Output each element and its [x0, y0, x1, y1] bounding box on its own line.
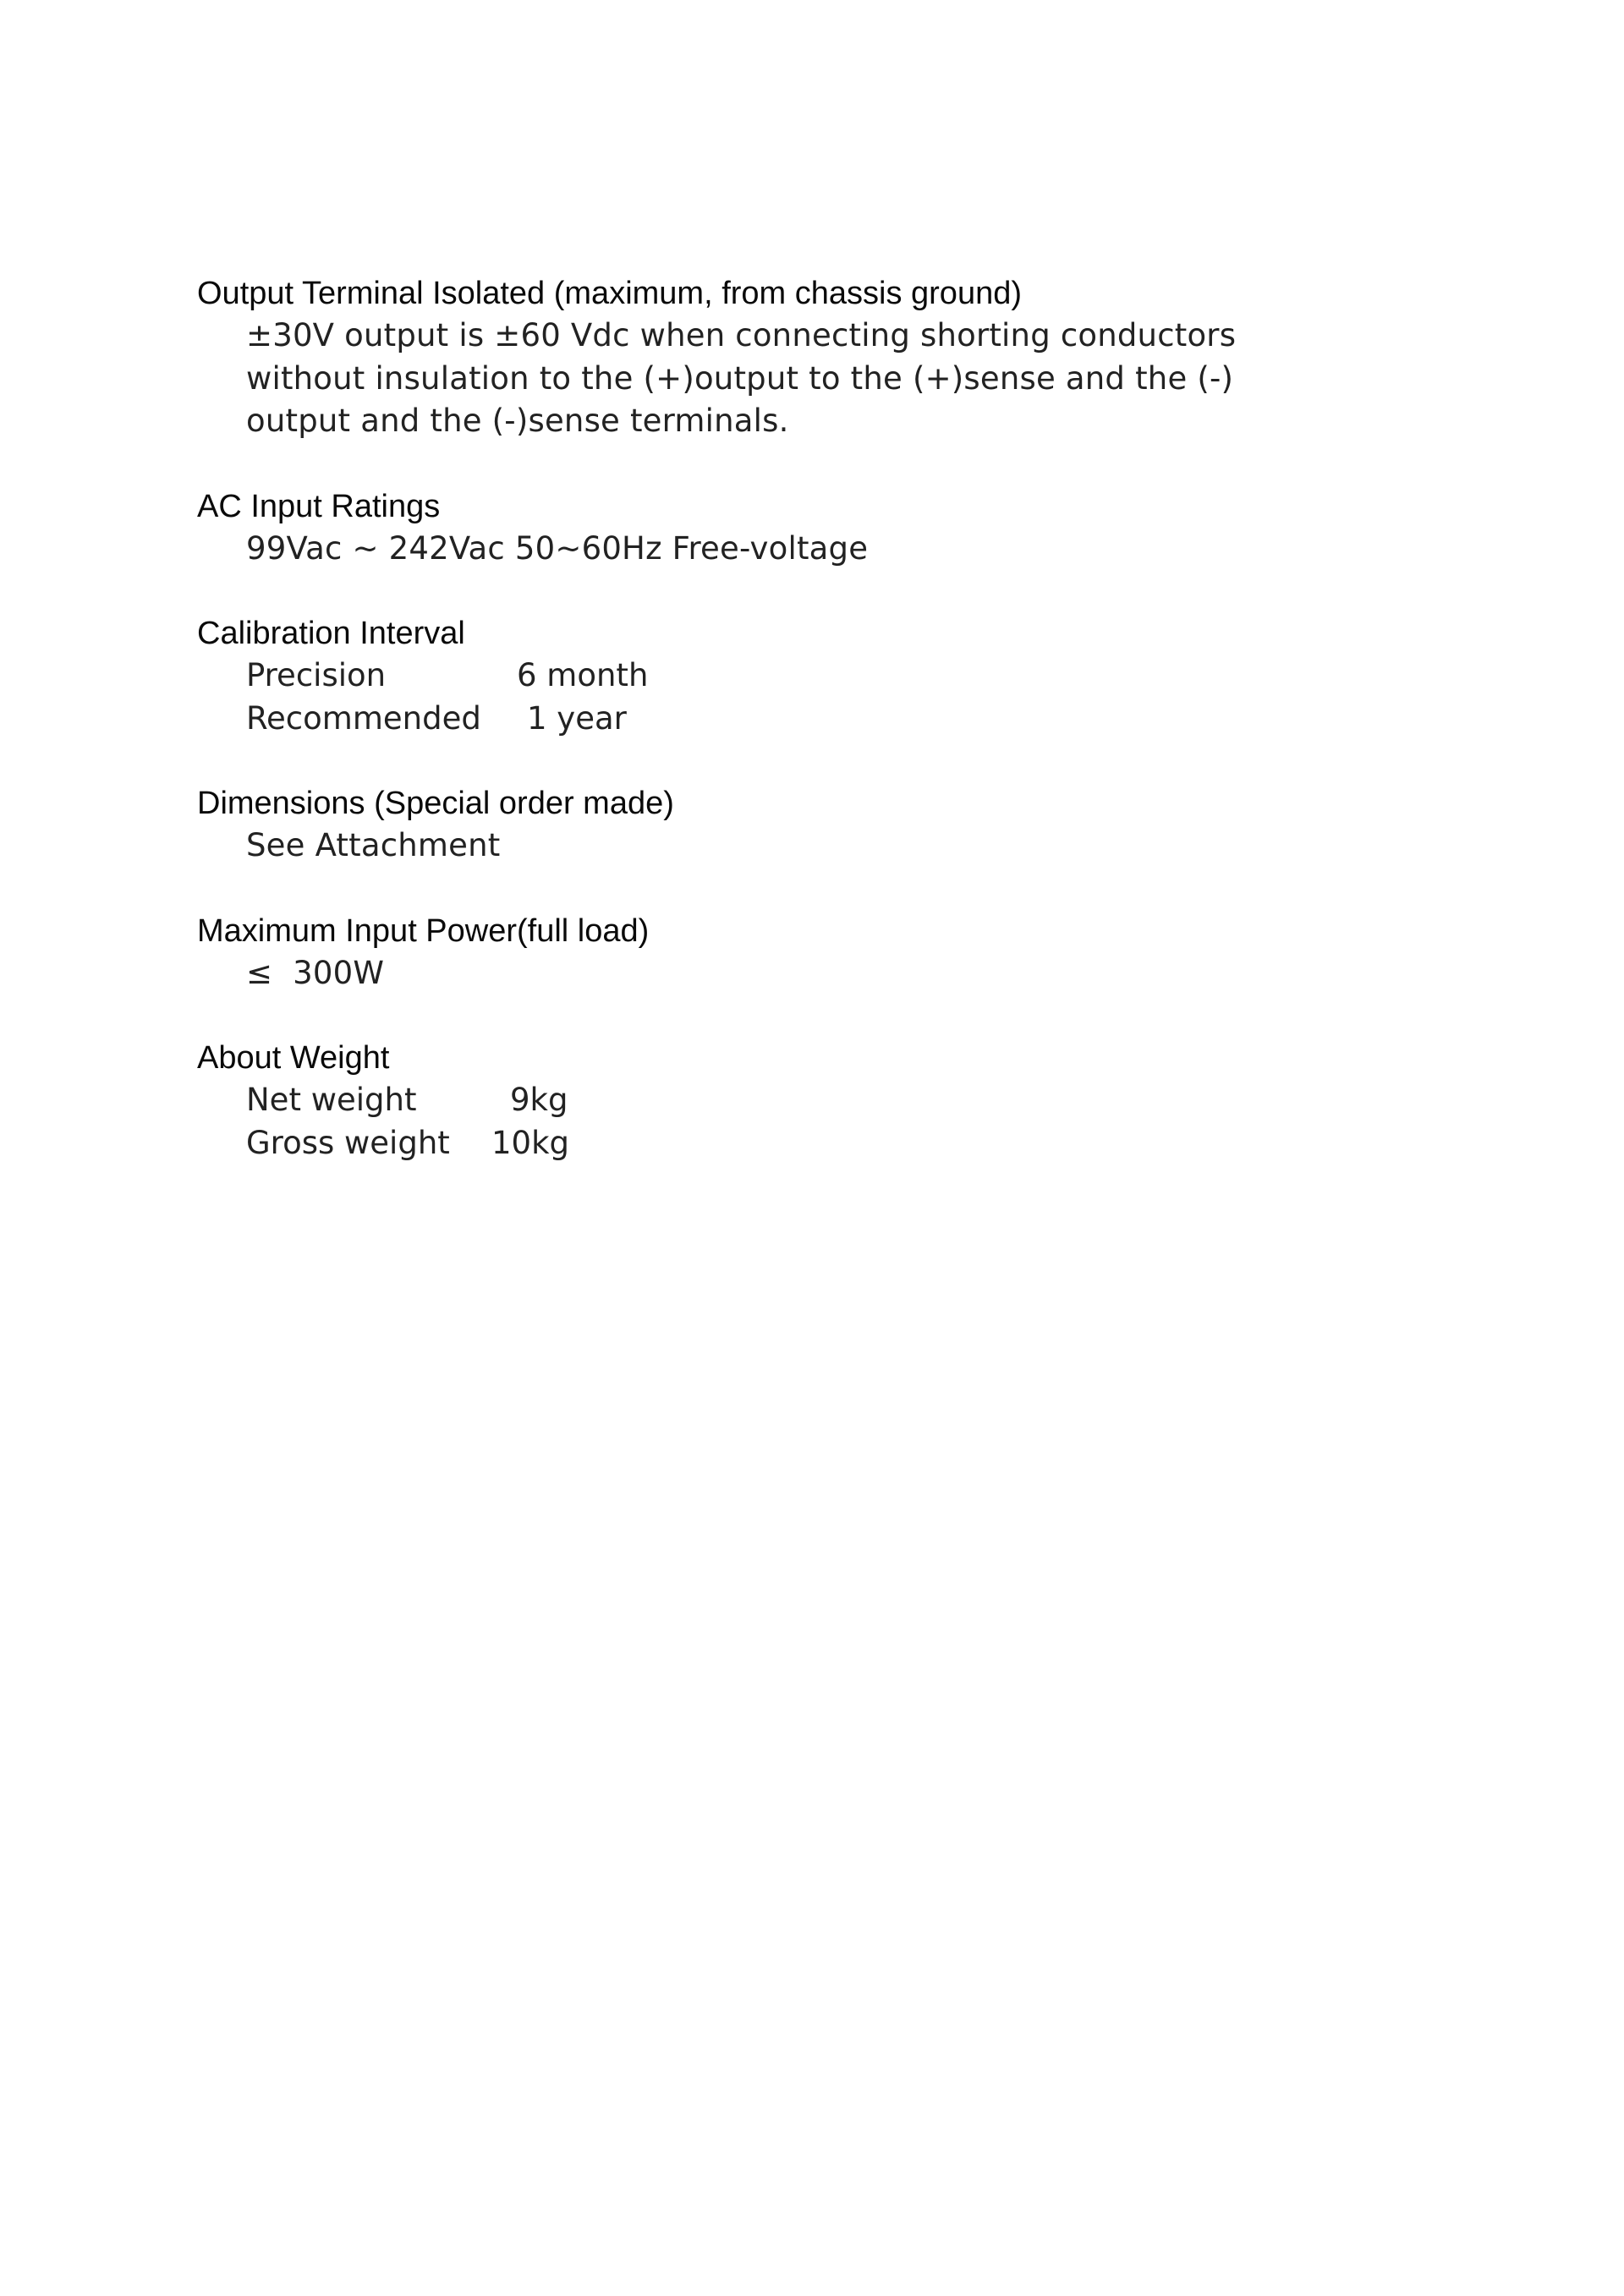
section-heading: Maximum Input Power(full load): [197, 912, 650, 949]
spec-row: [197, 655, 1466, 698]
section-heading: AC Input Ratings: [197, 488, 441, 524]
calibration-section: [197, 612, 1466, 740]
spec-row: [197, 698, 1466, 741]
spec-document: [197, 272, 1466, 1207]
spec-label: Recommended: [246, 699, 481, 737]
section-heading: About Weight: [197, 1040, 390, 1076]
dimensions-section: [197, 782, 1466, 868]
section-line: 99Vac ~ 242Vac 50~60Hz Free-voltage: [246, 529, 869, 567]
spec-label: Precision: [246, 657, 387, 693]
max-input-power-section: [197, 910, 1466, 995]
spec-row: [197, 1079, 1466, 1122]
spec-label: Gross weight: [246, 1124, 450, 1161]
spec-row: [197, 1122, 1466, 1165]
spec-value: 1 year: [527, 699, 627, 737]
output-terminal-section: [197, 272, 1466, 443]
section-heading: Calibration Interval: [197, 616, 465, 651]
section-line: without insulation to the (+)output to the (+)sense and the (-): [246, 359, 1234, 397]
section-line: ±30V output is ±60 Vdc when connecting shorting conductors: [246, 317, 1237, 353]
section-heading: Output Terminal Isolated (maximum, from chassis ground): [197, 276, 1022, 311]
spec-value: 9kg: [510, 1082, 568, 1118]
ac-input-section: [197, 485, 1466, 571]
section-line: output and the (-)sense terminals.: [246, 403, 789, 439]
section-line: See Attachment: [246, 827, 501, 863]
spec-value: 6 month: [517, 657, 649, 693]
section-line: ≤ 300W: [246, 954, 385, 991]
section-heading: Dimensions (Special order made): [197, 786, 674, 821]
weight-section: [197, 1037, 1466, 1164]
spec-label: Net weight: [246, 1082, 417, 1118]
spec-value: 10kg: [491, 1124, 569, 1161]
